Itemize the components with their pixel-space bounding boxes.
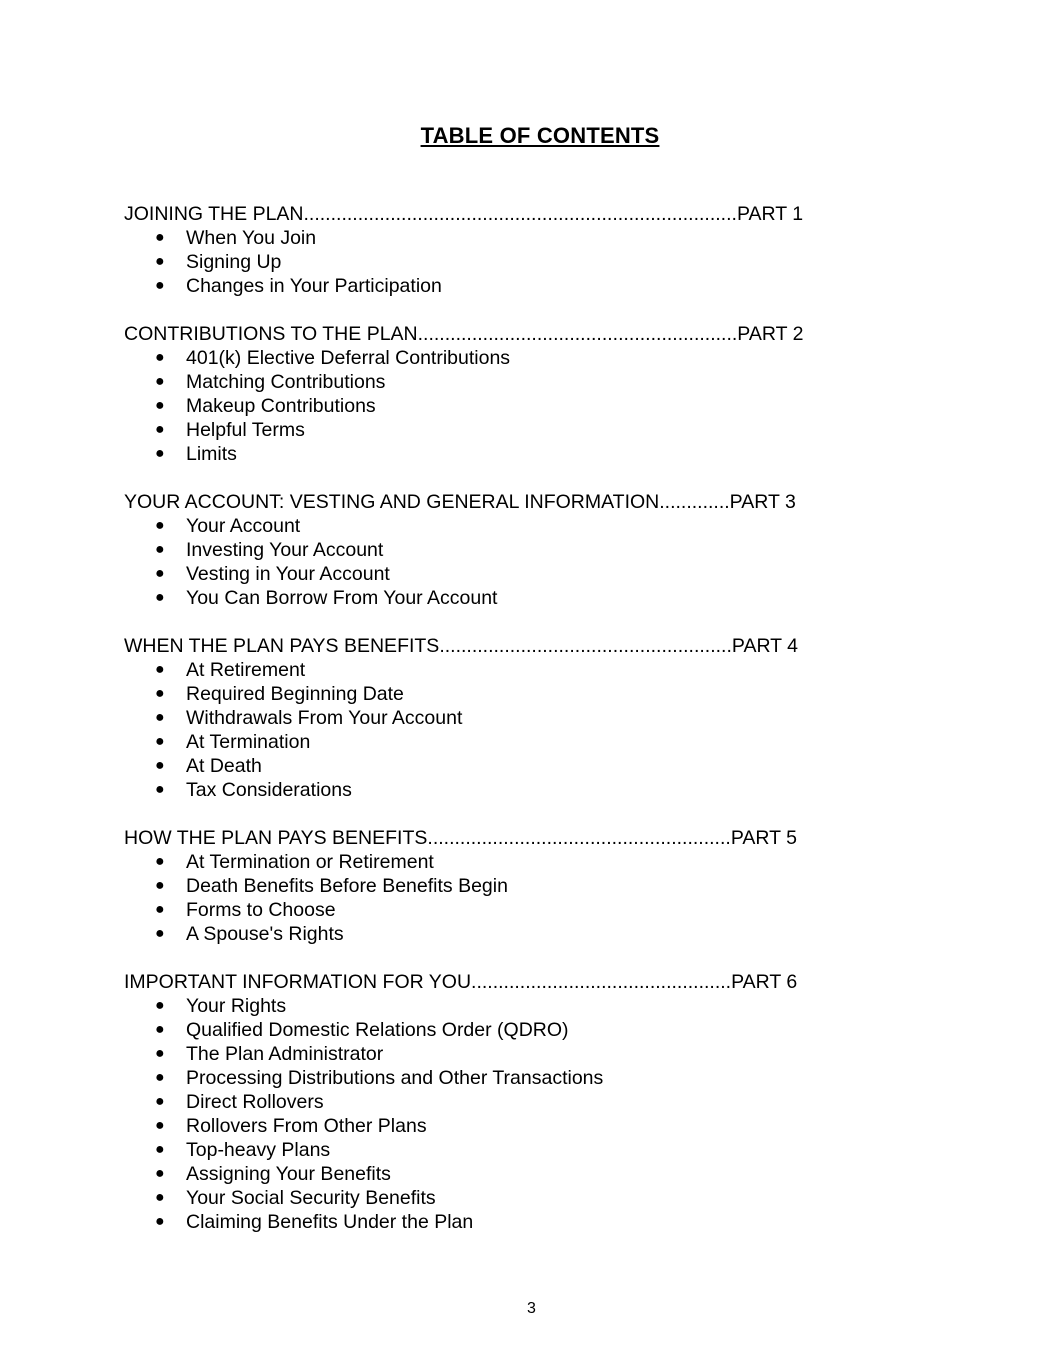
bullet-icon: ● bbox=[155, 709, 165, 726]
list-item-label: Rollovers From Other Plans bbox=[186, 1115, 427, 1137]
bullet-icon: ● bbox=[155, 781, 165, 798]
list-item-label: Signing Up bbox=[186, 251, 282, 273]
bullet-icon: ● bbox=[155, 229, 165, 246]
list-item bbox=[124, 778, 864, 802]
bullet-icon: ● bbox=[155, 1117, 165, 1134]
list-item bbox=[124, 514, 864, 538]
list-item bbox=[124, 850, 864, 874]
list-item-label: Qualified Domestic Relations Order (QDRO) bbox=[186, 1019, 569, 1041]
bullet-icon: ● bbox=[155, 1093, 165, 1110]
table-of-contents bbox=[124, 202, 864, 1258]
toc-section-2 bbox=[124, 322, 864, 466]
list-item bbox=[124, 1162, 864, 1186]
list-item bbox=[124, 250, 864, 274]
list-item bbox=[124, 994, 864, 1018]
bullet-icon: ● bbox=[155, 1021, 165, 1038]
part-label: PART 6 bbox=[731, 971, 798, 993]
list-item bbox=[124, 730, 864, 754]
list-item-label: Investing Your Account bbox=[186, 539, 384, 561]
list-item-label: Withdrawals From Your Account bbox=[186, 707, 463, 729]
toc-heading-when-plan-pays bbox=[124, 634, 864, 658]
list-item-label: Death Benefits Before Benefits Begin bbox=[186, 875, 508, 897]
list-item bbox=[124, 706, 864, 730]
toc-subitems bbox=[124, 850, 864, 946]
list-item-label: At Termination bbox=[186, 731, 311, 753]
list-item-label: Processing Distributions and Other Transactions bbox=[186, 1067, 604, 1089]
list-item-label: At Termination or Retirement bbox=[186, 851, 434, 873]
list-item bbox=[124, 1186, 864, 1210]
list-item-label: You Can Borrow From Your Account bbox=[186, 587, 498, 609]
list-item bbox=[124, 874, 864, 898]
bullet-icon: ● bbox=[155, 757, 165, 774]
list-item-label: Helpful Terms bbox=[186, 419, 305, 441]
heading-text: CONTRIBUTIONS TO THE PLAN bbox=[124, 323, 418, 345]
list-item bbox=[124, 586, 864, 610]
list-item-label: At Retirement bbox=[186, 659, 306, 681]
list-item-label: Top-heavy Plans bbox=[186, 1139, 331, 1161]
toc-subitems bbox=[124, 994, 864, 1234]
list-item-label: Direct Rollovers bbox=[186, 1091, 324, 1113]
part-label: PART 5 bbox=[730, 827, 797, 849]
heading-text: JOINING THE PLAN bbox=[124, 203, 304, 225]
bullet-icon: ● bbox=[155, 925, 165, 942]
toc-heading-important-information bbox=[124, 970, 864, 994]
bullet-icon: ● bbox=[155, 397, 165, 414]
bullet-icon: ● bbox=[155, 733, 165, 750]
list-item bbox=[124, 1114, 864, 1138]
toc-subitems bbox=[124, 514, 864, 610]
toc-subitems bbox=[124, 658, 864, 802]
bullet-icon: ● bbox=[155, 1213, 165, 1230]
list-item-label: Required Beginning Date bbox=[186, 683, 404, 705]
list-item-label: At Death bbox=[186, 755, 262, 777]
bullet-icon: ● bbox=[155, 421, 165, 438]
list-item-label: Changes in Your Participation bbox=[186, 275, 442, 297]
list-item bbox=[124, 1090, 864, 1114]
list-item-label: When You Join bbox=[186, 227, 317, 249]
toc-heading-contributions bbox=[124, 322, 864, 346]
page-number: 3 bbox=[527, 1300, 536, 1317]
list-item bbox=[124, 394, 864, 418]
toc-heading-your-account bbox=[124, 490, 864, 514]
list-item-label: The Plan Administrator bbox=[186, 1043, 384, 1065]
bullet-icon: ● bbox=[155, 1141, 165, 1158]
list-item bbox=[124, 370, 864, 394]
list-item bbox=[124, 1066, 864, 1090]
leader-dots: ................................................................................ bbox=[303, 203, 737, 225]
list-item bbox=[124, 754, 864, 778]
part-label: PART 4 bbox=[731, 635, 799, 657]
list-item-label: Matching Contributions bbox=[186, 371, 386, 393]
leader-dots: ........................................................ bbox=[427, 827, 731, 849]
list-item-label: Tax Considerations bbox=[186, 779, 352, 801]
list-item bbox=[124, 1042, 864, 1066]
leader-dots: ................................................ bbox=[471, 971, 732, 993]
bullet-icon: ● bbox=[155, 853, 165, 870]
list-item bbox=[124, 1018, 864, 1042]
bullet-icon: ● bbox=[155, 565, 165, 582]
list-item bbox=[124, 226, 864, 250]
bullet-icon: ● bbox=[155, 877, 165, 894]
page-title: TABLE OF CONTENTS bbox=[420, 123, 660, 148]
heading-text: HOW THE PLAN PAYS BENEFITS bbox=[124, 827, 428, 849]
list-item-label: Forms to Choose bbox=[186, 899, 336, 921]
part-label: PART 3 bbox=[729, 491, 796, 513]
bullet-icon: ● bbox=[155, 349, 165, 366]
heading-text: YOUR ACCOUNT: VESTING AND GENERAL INFORMATION bbox=[124, 491, 660, 513]
bullet-icon: ● bbox=[155, 517, 165, 534]
toc-section-5 bbox=[124, 826, 864, 946]
toc-subitems bbox=[124, 346, 864, 466]
bullet-icon: ● bbox=[155, 373, 165, 390]
list-item-label: Your Social Security Benefits bbox=[186, 1187, 436, 1209]
toc-section-4 bbox=[124, 634, 864, 802]
list-item bbox=[124, 562, 864, 586]
list-item-label: Vesting in Your Account bbox=[186, 563, 390, 585]
toc-heading-joining-the-plan bbox=[124, 202, 864, 226]
bullet-icon: ● bbox=[155, 901, 165, 918]
bullet-icon: ● bbox=[155, 277, 165, 294]
bullet-icon: ● bbox=[155, 685, 165, 702]
list-item-label: Assigning Your Benefits bbox=[186, 1163, 391, 1185]
list-item-label: A Spouse's Rights bbox=[186, 923, 344, 945]
list-item-label: Your Rights bbox=[186, 995, 287, 1017]
toc-section-3 bbox=[124, 490, 864, 610]
leader-dots: ............. bbox=[659, 491, 730, 513]
bullet-icon: ● bbox=[155, 1045, 165, 1062]
bullet-icon: ● bbox=[155, 1069, 165, 1086]
list-item bbox=[124, 346, 864, 370]
list-item-label: 401(k) Elective Deferral Contributions bbox=[186, 347, 511, 369]
list-item bbox=[124, 538, 864, 562]
list-item-label: Limits bbox=[186, 443, 237, 465]
list-item bbox=[124, 1210, 864, 1234]
bullet-icon: ● bbox=[155, 253, 165, 270]
list-item bbox=[124, 1138, 864, 1162]
list-item bbox=[124, 442, 864, 466]
bullet-icon: ● bbox=[155, 589, 165, 606]
part-label: PART 1 bbox=[736, 203, 804, 225]
list-item bbox=[124, 274, 864, 298]
heading-text: IMPORTANT INFORMATION FOR YOU bbox=[124, 971, 472, 993]
toc-section-1 bbox=[124, 202, 864, 298]
bullet-icon: ● bbox=[155, 1189, 165, 1206]
bullet-icon: ● bbox=[155, 1165, 165, 1182]
toc-section-6 bbox=[124, 970, 864, 1234]
toc-heading-how-plan-pays bbox=[124, 826, 864, 850]
list-item bbox=[124, 658, 864, 682]
list-item-label: Makeup Contributions bbox=[186, 395, 376, 417]
list-item bbox=[124, 898, 864, 922]
list-item-label: Your Account bbox=[186, 515, 301, 537]
toc-subitems bbox=[124, 226, 864, 298]
list-item bbox=[124, 922, 864, 946]
list-item-label: Claiming Benefits Under the Plan bbox=[186, 1211, 474, 1233]
leader-dots: ...................................................... bbox=[439, 635, 732, 657]
part-label: PART 2 bbox=[737, 323, 804, 345]
list-item bbox=[124, 418, 864, 442]
bullet-icon: ● bbox=[155, 541, 165, 558]
leader-dots: ........................................................... bbox=[417, 323, 738, 345]
list-item bbox=[124, 682, 864, 706]
bullet-icon: ● bbox=[155, 997, 165, 1014]
heading-text: WHEN THE PLAN PAYS BENEFITS bbox=[124, 635, 440, 657]
bullet-icon: ● bbox=[155, 445, 165, 462]
bullet-icon: ● bbox=[155, 661, 165, 678]
